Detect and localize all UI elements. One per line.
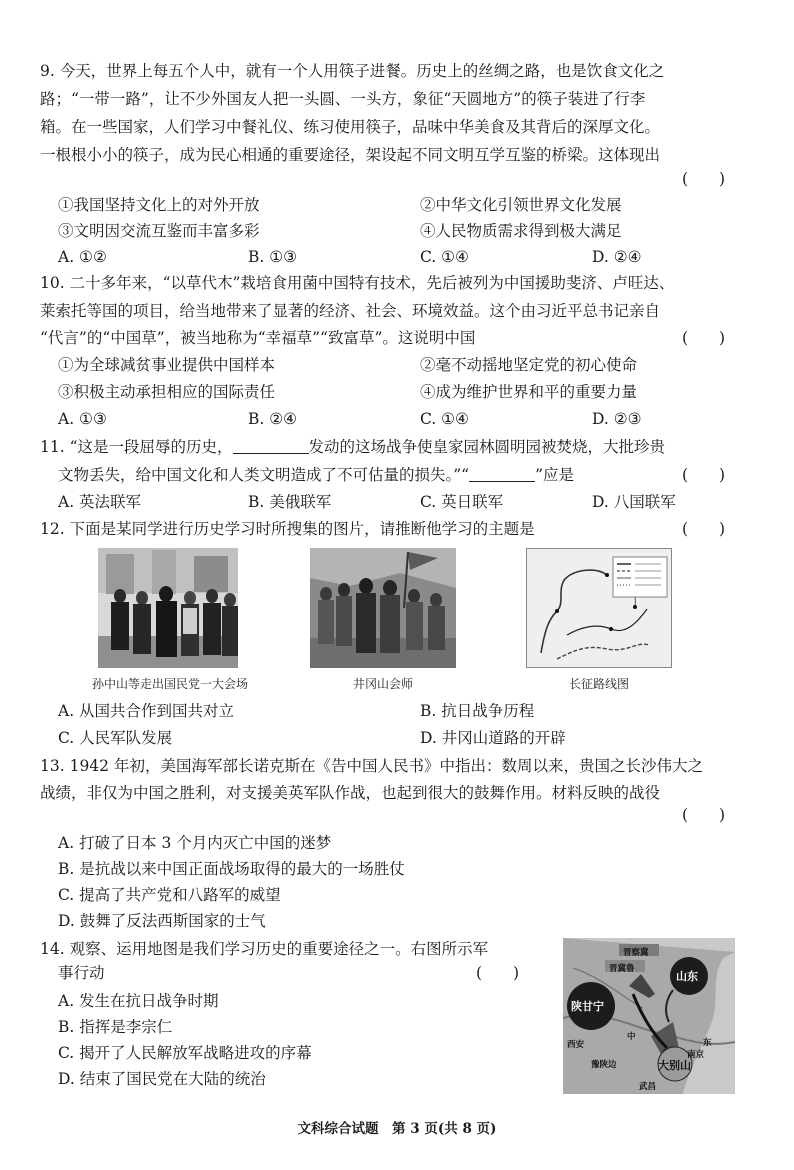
- q9-answer-paren: ( ): [682, 170, 726, 188]
- q11-stem-part-1: 11. “这是一段屈辱的历史，: [40, 438, 233, 456]
- q12-option-a: A. 从国共合作到国共对立: [58, 702, 235, 720]
- q14-stem-line-2: 事行动: [58, 964, 105, 982]
- q10-statement-1: ①为全球减贫事业提供中国样本: [58, 356, 276, 374]
- q12-option-c: C. 人民军队发展: [58, 729, 173, 747]
- page-footer: 文科综合试题 第 3 页(共 8 页): [297, 1121, 497, 1137]
- q13-option-d: D. 鼓舞了反法西斯国家的士气: [58, 912, 266, 930]
- photo-sun-yat-sen: [98, 548, 238, 668]
- q14-option-d: D. 结束了国民党在大陆的统治: [58, 1070, 266, 1088]
- q9-statement-3: ③文明因交流互鉴而丰富多彩: [58, 222, 260, 240]
- map-label-dabieshan: 大别山: [658, 1059, 691, 1072]
- q9-option-c: C. ①④: [420, 248, 469, 266]
- q11-option-c: C. 英日联军: [420, 493, 504, 511]
- q10-stem-line-2: 莱索托等国的项目，给当地带来了显著的经济、社会、环境效益。这个由习近平总书记亲自: [40, 302, 661, 320]
- q11-option-a: A. 英法联军: [58, 493, 142, 511]
- q14-option-a: A. 发生在抗日战争时期: [58, 992, 219, 1010]
- q14-stem-line-1: 14. 观察、运用地图是我们学习历史的重要途径之一。右图所示军: [40, 940, 489, 958]
- q9-stem-line-2: 路；“一带一路”，让不少外国友人把一头圆、一头方，象征“天圆地方”的筷子装进了行李: [40, 90, 646, 108]
- q10-option-d: D. ②③: [592, 410, 642, 428]
- q10-stem-line-1: 10. 二十多年来，“以草代木”栽培食用菌中国特有技术，先后被列为中国援助斐济、卢旺达、: [40, 274, 675, 292]
- q13-option-c: C. 提高了共产党和八路军的威望: [58, 886, 281, 904]
- q11-option-d: D. 八国联军: [592, 493, 676, 511]
- q14-option-b: B. 指挥是李宗仁: [58, 1018, 173, 1036]
- photo-caption-3: 长征路线图: [568, 677, 629, 691]
- q10-stem-line-3: “代言”的“中国草”，被当地称为“幸福草”“致富草”。这说明中国: [40, 329, 476, 347]
- map-label-shandong: 山东: [676, 970, 698, 983]
- map-label-zhong: 中: [627, 1032, 636, 1042]
- q10-option-b: B. ②④: [248, 410, 298, 428]
- q11-stem-line-2: [58, 464, 574, 486]
- q10-option-a: A. ①③: [58, 410, 107, 428]
- q13-stem-line-2: 战绩，非仅为中国之胜利，对支援美英军队作战，也起到很大的鼓舞作用。材料反映的战役: [40, 784, 661, 802]
- q11-stem-line-1: [40, 436, 665, 458]
- q9-stem-line-3: 箱。在一些国家，人们学习中餐礼仪、练习使用筷子，品味中华美食及其背后的深厚文化。: [40, 118, 661, 136]
- q9-option-b: B. ①③: [248, 248, 298, 266]
- q9-statement-1: ①我国坚持文化上的对外开放: [58, 196, 260, 214]
- q9-statement-2: ②中华文化引领世界文化发展: [420, 196, 622, 214]
- q13-option-b: B. 是抗战以来中国正面战场取得的最大的一场胜仗: [58, 860, 405, 878]
- q9-statement-4: ④人民物质需求得到极大满足: [420, 222, 622, 240]
- q10-answer-paren: ( ): [682, 329, 726, 347]
- map-label-shaanganning: 陕甘宁: [571, 1000, 604, 1013]
- map-label-dong: 东: [703, 1038, 712, 1048]
- photo-caption-1: 孙中山等走出国民党一大会场: [91, 677, 248, 691]
- map-label-xian: 西安: [567, 1040, 585, 1050]
- q11-option-b: B. 美俄联军: [248, 493, 332, 511]
- q9-stem-line-1: 9. 今天，世界上每五个人中，就有一个人用筷子进餐。历史上的丝绸之路，也是饮食文化之: [40, 62, 665, 80]
- map-label-wuhan: 武昌: [639, 1082, 657, 1092]
- map-label-yushanbian: 豫陕边: [591, 1060, 617, 1070]
- map-label-jinchaji: 晋察冀: [623, 948, 649, 958]
- map-long-march-route: [526, 548, 672, 668]
- map-military-operation: [563, 938, 735, 1094]
- q9-stem-line-4: 一根根小小的筷子，成为民心相通的重要途径，架设起不同文明互学互鉴的桥梁。这体现出: [40, 146, 661, 164]
- q12-option-d: D. 井冈山道路的开辟: [420, 729, 566, 747]
- q10-statement-3: ③积极主动承担相应的国际责任: [58, 383, 276, 401]
- q11-blank-1: [233, 438, 309, 454]
- q13-option-a: A. 打破了日本 3 个月内灭亡中国的迷梦: [58, 834, 332, 852]
- q12-option-b: B. 抗日战争历程: [420, 702, 535, 720]
- map-label-jinjilu: 晋冀鲁: [609, 964, 635, 974]
- q10-option-c: C. ①④: [420, 410, 469, 428]
- q12-stem: 12. 下面是某同学进行历史学习时所搜集的图片，请推断他学习的主题是: [40, 520, 535, 538]
- q11-stem-part-3: 文物丢失，给中国文化和人类文明造成了不可估量的损失。”“: [58, 466, 470, 484]
- q11-blank-2: [469, 466, 535, 482]
- photo-jinggangshan-meeting: [310, 548, 456, 668]
- q13-stem-line-1: 13. 1942 年初，美国海军部长诺克斯在《告中国人民书》中指出：数周以来，贵国之长沙伟大之: [40, 757, 703, 775]
- q9-option-d: D. ②④: [592, 248, 642, 266]
- q10-statement-2: ②毫不动摇地坚定党的初心使命: [420, 356, 638, 374]
- q11-stem-part-4: ”应是: [535, 466, 575, 484]
- q14-option-c: C. 揭开了人民解放军战略进攻的序幕: [58, 1044, 312, 1062]
- q13-answer-paren: ( ): [682, 806, 726, 824]
- q9-option-a: A. ①②: [58, 248, 107, 266]
- q12-answer-paren: ( ): [682, 520, 726, 538]
- map-label-nanjing: 南京: [687, 1050, 705, 1060]
- photo-caption-2: 井冈山会师: [352, 677, 413, 691]
- q11-answer-paren: ( ): [682, 466, 726, 484]
- q11-stem-part-2: 发动的这场战争使皇家园林圆明园被焚烧，大批珍贵: [308, 438, 666, 456]
- q14-answer-paren: ( ): [476, 964, 520, 982]
- q10-statement-4: ④成为维护世界和平的重要力量: [420, 383, 638, 401]
